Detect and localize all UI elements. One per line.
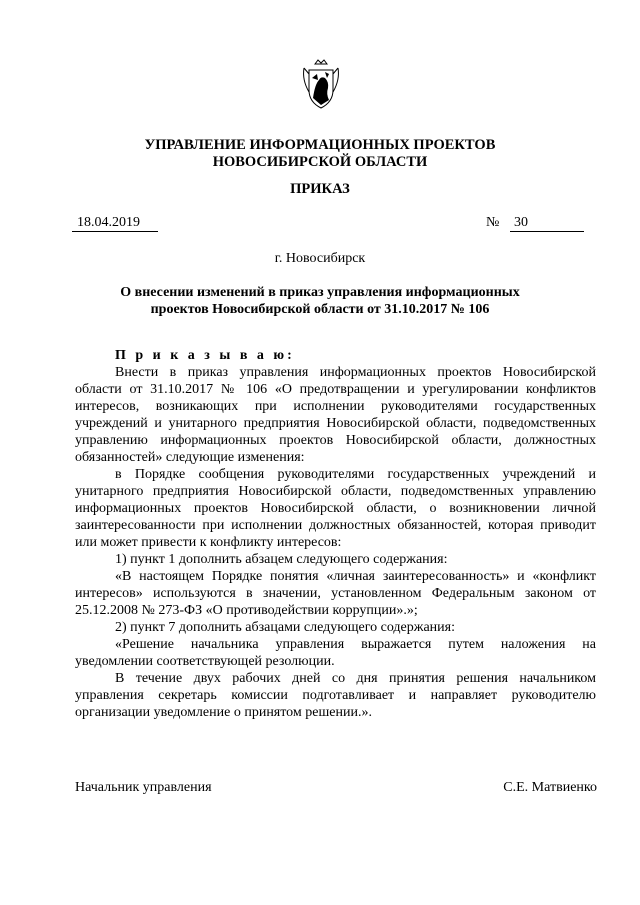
city-name: г. Новосибирск bbox=[274, 251, 366, 266]
body-paragraph: В течение двух рабочих дней со дня принятия решения начальником управления секретарь комиссии подготавливает и направляет руководителю организации уведомление о принятом решении.». bbox=[75, 671, 596, 720]
number-sign: № bbox=[486, 215, 500, 230]
body-paragraph: «В настоящем Порядке понятия «личная заинтересованность» и «конфликт интересов» используются в значении, установленном Федеральным законом от 25.12.2008 № 273-ФЗ «О противодействии коррупции».»; bbox=[75, 569, 596, 618]
signatory-position: Начальник управления bbox=[75, 780, 212, 795]
document-type-title: ПРИКАЗ bbox=[290, 181, 350, 197]
organization-name-line2: НОВОСИБИРСКОЙ ОБЛАСТИ bbox=[212, 154, 428, 170]
coat-of-arms-icon bbox=[301, 58, 341, 110]
order-number: 30 bbox=[510, 214, 584, 232]
subject-line2: проектов Новосибирской области от 31.10.2017 № 106 bbox=[150, 302, 490, 317]
order-date: 18.04.2019 bbox=[72, 214, 158, 232]
body-paragraph: 1) пункт 1 дополнить абзацем следующего содержания: bbox=[115, 552, 448, 567]
body-paragraph: «Решение начальника управления выражается путем наложения на уведомлении соответствующей резолюции. bbox=[75, 637, 596, 669]
order-subject bbox=[90, 284, 550, 318]
signatory-name: С.Е. Матвиенко bbox=[503, 780, 597, 795]
order-body bbox=[75, 347, 596, 721]
subject-line1: О внесении изменений в приказ управления информационных bbox=[120, 285, 520, 300]
body-paragraph: 2) пункт 7 дополнить абзацами следующего содержания: bbox=[115, 620, 455, 635]
order-directive: П р и к а з ы в а ю: bbox=[115, 348, 295, 363]
body-paragraph: Внести в приказ управления информационных проектов Новосибирской области от 31.10.2017 № 106 «О предотвращении и урегулировании конфликтов интересов, возникающих при исполнении руководителями государственных учреждений и унитарного предприятия Новосибирской области, подведомственных управлению информационных проектов Новосибирской области, должностных обязанностей» следующие изменения: bbox=[75, 365, 596, 465]
organization-name-line1: УПРАВЛЕНИЕ ИНФОРМАЦИОННЫХ ПРОЕКТОВ bbox=[144, 137, 496, 153]
body-paragraph: в Порядке сообщения руководителями государственных учреждений и унитарного предприятия Новосибирской области, подведомственных управлению информационных проектов Новосибирской области, о возникновении личной заинтересованности при исполнении должностных обязанностей, которая приводит или может привести к конфликту интересов: bbox=[75, 467, 596, 550]
